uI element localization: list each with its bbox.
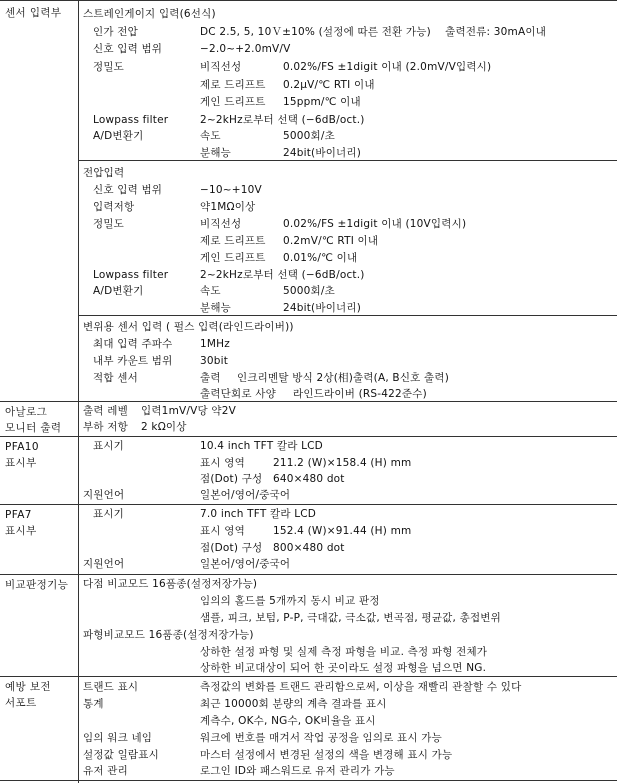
displacement-output-value: 인크리멘탈 방식 2상(相)출력(A, B신호 출력) xyxy=(237,372,450,384)
voltage-nonlin-value: 0.02%/FS ±1digit 이내 (10V입력시) xyxy=(283,218,467,230)
voltage-impedance-label: 입력저항 xyxy=(93,201,135,213)
strain-gain-value: 15ppm/℃ 이내 xyxy=(283,96,361,108)
voltage-zero-label: 제로 드리프트 xyxy=(200,235,266,247)
section-label-analog-2: 모니터 출력 xyxy=(5,422,62,434)
section-label-pfa10-1: PFA10 xyxy=(5,441,39,453)
displacement-count-value: 30bit xyxy=(200,355,229,367)
pfa10-display-value: 10.4 inch TFT 칼라 LCD xyxy=(200,440,323,452)
strain-accuracy-label: 정밀도 xyxy=(93,61,125,73)
sub-divider-voltage-displacement xyxy=(78,315,617,316)
voltage-title: 전압입력 xyxy=(83,167,125,179)
voltage-lowpass-label: Lowpass filter xyxy=(93,269,169,281)
voltage-resolution-label: 분해능 xyxy=(200,302,232,314)
maintenance-trend-label: 트랜드 표시 xyxy=(83,681,139,693)
maintenance-work-value: 워크에 번호를 매겨서 작업 공정을 임의로 표시 가능 xyxy=(200,732,442,744)
displacement-title: 변위용 센서 입력 ( 펄스 입력(라인드라이버)) xyxy=(83,321,294,333)
strain-title: 스트레인게이지 입력(6선식) xyxy=(83,8,216,20)
section-label-pfa7-2: 표시부 xyxy=(5,525,37,537)
maintenance-stats-line2: 계측수, OK수, NG수, OK비율을 표시 xyxy=(200,715,376,727)
label-column-divider xyxy=(78,0,79,783)
voltage-range-label: 신호 입력 범위 xyxy=(93,184,163,196)
strain-zero-value: 0.2μV/℃ RTI 이내 xyxy=(283,79,375,91)
strain-excitation-value: DC 2.5, 5, 10Ｖ±10% (설정에 따른 전환 가능) 출력전류: 30mA이내 xyxy=(200,26,547,38)
compare-wave-title: 파형비교모드 16품종(설정저장가능) xyxy=(83,629,254,641)
pfa10-dots-label: 점(Dot) 구성 xyxy=(200,473,263,485)
strain-zero-label: 제로 드리프트 xyxy=(200,79,266,91)
table-bottom-border xyxy=(0,780,617,781)
row-divider-maintenance xyxy=(0,676,617,677)
section-label-compare: 비교판정기능 xyxy=(5,579,69,591)
sub-divider-strain-voltage xyxy=(78,160,617,161)
pfa10-dots-value: 640×480 dot xyxy=(273,473,345,485)
analog-level-label: 출력 레벨 xyxy=(83,405,128,417)
pfa10-lang-value: 일본어/영어/중국어 xyxy=(200,489,291,501)
strain-speed-value: 5000회/초 xyxy=(283,130,335,142)
voltage-accuracy-label: 정밀도 xyxy=(93,218,125,230)
maintenance-setting-value: 마스터 설정에서 변경된 설정의 색을 변경해 표시 가능 xyxy=(200,749,453,761)
pfa7-dots-value: 800×480 dot xyxy=(273,542,345,554)
compare-multi-line1: 임의의 홀드를 5개까지 동시 비교 판정 xyxy=(200,595,380,607)
maintenance-user-value: 로그인 ID와 패스워드로 유저 관리가 가능 xyxy=(200,765,395,777)
strain-resolution-label: 분해능 xyxy=(200,147,232,159)
pfa10-area-label: 표시 영역 xyxy=(200,457,245,469)
pfa10-area-value: 211.2 (W)×158.4 (H) mm xyxy=(273,457,412,469)
displacement-unit-label: 출력단회로 사양 xyxy=(200,388,276,400)
maintenance-setting-label: 설정값 일람표시 xyxy=(83,749,159,761)
section-label-pfa7-1: PFA7 xyxy=(5,509,32,521)
strain-lowpass-label: Lowpass filter xyxy=(93,114,169,126)
voltage-impedance-value: 약1MΩ이상 xyxy=(200,201,256,213)
compare-multi-title: 다점 비교모드 16품종(설정저장가능) xyxy=(83,578,258,590)
row-divider-compare xyxy=(0,574,617,575)
voltage-zero-value: 0.2mV/℃ RTI 이내 xyxy=(283,235,379,247)
displacement-freq-label: 최대 입력 주파수 xyxy=(93,338,173,350)
table-top-border xyxy=(0,0,617,1)
maintenance-stats-label: 통계 xyxy=(83,698,104,710)
section-label-sensor-input: 센서 입력부 xyxy=(5,7,62,19)
displacement-unit-value: 라인드라이버 (RS-422준수) xyxy=(293,388,427,400)
analog-level-value: 입력1mV/V당 약2V xyxy=(141,405,236,417)
voltage-ad-label: A/D변환기 xyxy=(93,285,144,297)
compare-wave-line2: 상하한 비교대상이 되어 한 곳이라도 설정 파형을 넘으면 NG. xyxy=(200,662,487,674)
maintenance-stats-line1: 최근 10000회 분량의 계측 결과를 표시 xyxy=(200,698,387,710)
pfa7-display-value: 7.0 inch TFT 칼라 LCD xyxy=(200,508,317,520)
strain-resolution-value: 24bit(바이너리) xyxy=(283,147,362,159)
displacement-freq-value: 1MHz xyxy=(200,338,230,350)
strain-speed-label: 속도 xyxy=(200,130,221,142)
strain-ad-label: A/D변환기 xyxy=(93,130,144,142)
voltage-lowpass-value: 2~2kHz로부터 선택 (−6dB/oct.) xyxy=(200,269,365,281)
strain-nonlin-value: 0.02%/FS ±1digit 이내 (2.0mV/V입력시) xyxy=(283,61,492,73)
strain-range-value: −2.0~+2.0mV/V xyxy=(200,43,291,55)
maintenance-user-label: 유저 관리 xyxy=(83,765,128,777)
strain-lowpass-value: 2~2kHz로부터 선택 (−6dB/oct.) xyxy=(200,114,365,126)
voltage-range-value: −10~+10V xyxy=(200,184,262,196)
strain-range-label: 신호 입력 범위 xyxy=(93,43,163,55)
compare-wave-line1: 상하한 설정 파형 및 실제 측정 파형을 비교. 측정 파형 전체가 xyxy=(200,646,488,658)
pfa7-dots-label: 점(Dot) 구성 xyxy=(200,542,263,554)
strain-excitation-label: 인가 전압 xyxy=(93,26,138,38)
analog-load-value: 2 kΩ이상 xyxy=(141,421,187,433)
compare-multi-line2: 샘플, 피크, 보텀, P-P, 극대값, 극소값, 변곡점, 평균값, 총접변위 xyxy=(200,612,501,624)
pfa7-area-label: 표시 영역 xyxy=(200,525,245,537)
displacement-output-label: 출력 xyxy=(200,372,221,384)
pfa10-lang-label: 지원언어 xyxy=(83,489,125,501)
row-divider-pfa7 xyxy=(0,504,617,505)
pfa7-area-value: 152.4 (W)×91.44 (H) mm xyxy=(273,525,412,537)
section-label-maintenance-2: 서포트 xyxy=(5,697,37,709)
section-label-analog-1: 아날로그 xyxy=(5,406,48,418)
voltage-gain-value: 0.01%/℃ 이내 xyxy=(283,252,358,264)
section-label-maintenance-1: 예방 보전 xyxy=(5,681,51,693)
strain-nonlin-label: 비직선성 xyxy=(200,61,242,73)
row-divider-pfa10 xyxy=(0,436,617,437)
maintenance-trend-value: 측정값의 변화를 트랜드 관리함으로써, 이상을 재빨리 관찰할 수 있다 xyxy=(200,681,522,693)
pfa7-lang-value: 일본어/영어/중국어 xyxy=(200,558,291,570)
voltage-nonlin-label: 비직선성 xyxy=(200,218,242,230)
voltage-gain-label: 게인 드리프트 xyxy=(200,252,266,264)
voltage-speed-value: 5000회/초 xyxy=(283,285,335,297)
row-divider-analog xyxy=(0,401,617,402)
strain-gain-label: 게인 드리프트 xyxy=(200,96,266,108)
pfa7-lang-label: 지원언어 xyxy=(83,558,125,570)
section-label-pfa10-2: 표시부 xyxy=(5,457,37,469)
maintenance-work-label: 임의 워크 네임 xyxy=(83,732,153,744)
pfa10-display-label: 표시기 xyxy=(93,440,125,452)
voltage-speed-label: 속도 xyxy=(200,285,221,297)
analog-load-label: 부하 저항 xyxy=(83,421,128,433)
pfa7-display-label: 표시기 xyxy=(93,508,125,520)
voltage-resolution-value: 24bit(바이너리) xyxy=(283,302,362,314)
displacement-count-label: 내부 카운트 범위 xyxy=(93,355,173,367)
displacement-sensor-label: 적합 센서 xyxy=(93,372,138,384)
